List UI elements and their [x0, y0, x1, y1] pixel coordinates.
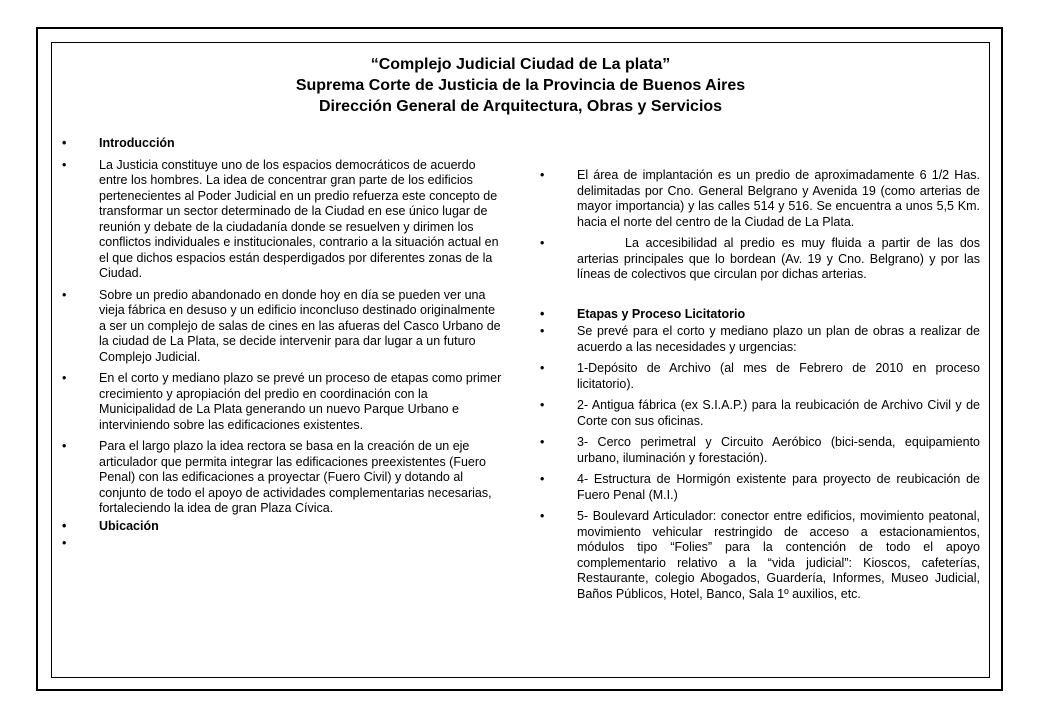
- list-item: • 2- Antigua fábrica (ex S.I.A.P.) para la reubicación de Archivo Civil y de Corte con sus oficinas.: [540, 398, 980, 429]
- list-item: • En el corto y mediano plazo se prevé un proceso de etapas como primer crecimiento y apropiación del predio en coordinación con la Municipalidad de La Plata generando un nuevo Parque Urbano e interviniendo sobre las edificaciones existentes.: [62, 371, 504, 433]
- intro-heading: • Introducción: [62, 136, 504, 152]
- title-line-2: Suprema Corte de Justicia de la Provincia de Buenos Aires: [295, 77, 746, 94]
- list-item: • Para el largo plazo la idea rectora se basa en la creación de un eje articulador que permita integrar las edificaciones preexistentes (Fuero Penal) con las edificaciones a proyectar (Fuero Civil) y dotando al conjunto de todo el apoyo de actividades complementarias necesarias, fortaleciendo la idea de gran Plaza Cívica.: [62, 439, 504, 517]
- list-item-text: La accesibilidad al predio es muy fluida a partir de las dos arterias principales que lo bordean (Av. 19 y Cno. Belgrano) y por las líneas de colectivos que circulan por dichas arterias.: [577, 236, 980, 281]
- ubicacion-heading: • Ubicación: [62, 519, 504, 535]
- list-item: • 4- Estructura de Hormigón existente para proyecto de reubicación de Fuero Penal (M.I.): [540, 472, 980, 503]
- right-column: [540, 168, 980, 602]
- title-line-3: Dirección General de Arquitectura, Obras y Servicios: [318, 98, 723, 115]
- list-item: • 3- Cerco perimetral y Circuito Aeróbico (bici-senda, equipamiento urbano, iluminación y forestación).: [540, 435, 980, 466]
- title-line-1: “Complejo Judicial Ciudad de La plata”: [370, 56, 671, 73]
- list-item: • La Justicia constituye uno de los espacios democráticos de acuerdo entre los hombres. La idea de concentrar gran parte de los edificios pertenecientes al Poder Judicial en un predio refuerza este concepto de transformar un sector determinado de la Ciudad en ese único lugar de reunión y debate de la ciudadanía donde se resuelven y dirimen los conflictos individuales e institucionales, contrario a la situación actual en el que dichos espacios están desperdigados por diferentes zonas de la Ciudad.: [62, 158, 504, 282]
- etapas-heading: • Etapas y Proceso Licitatorio: [540, 307, 980, 323]
- empty-list-item: [62, 536, 504, 551]
- list-item: • 5- Boulevard Articulador: conector entre edificios, movimiento peatonal, movimiento vehicular restringido de acceso a estacionamientos, módulos tipo “Folies” para la contención de todo el apoyo complementario relativo a la “vida judicial”: Kioscos, cafeterías, Restaurante, colegio Abogados, Guardería, Informes, Museo Judicial, Baños Públicos, Hotel, Banco, Sala 1º auxilios, etc.: [540, 509, 980, 602]
- list-item: • Se prevé para el corto y mediano plazo un plan de obras a realizar de acuerdo a las necesidades y urgencias:: [540, 324, 980, 355]
- list-item: • Sobre un predio abandonado en donde hoy en día se pueden ver una vieja fábrica en desuso y un edificio inconcluso destinado originalmente a ser un complejo de salas de cines en las afueras del Casco Urbano de la ciudad de La Plata, se decide intervenir para dar lugar a un futuro Complejo Judicial.: [62, 288, 504, 366]
- list-item: • 1-Depósito de Archivo (al mes de Febrero de 2010 en proceso licitatorio).: [540, 361, 980, 392]
- left-column: [62, 136, 504, 551]
- list-item: • El área de implantación es un predio de aproximadamente 6 1/2 Has. delimitadas por Cno. General Belgrano y Avenida 19 (como arterias de mayor importancia) y las calles 514 y 516. Se encuentra a unos 5,5 Km. hacia el norte del centro de la Ciudad de La Plata.: [540, 168, 980, 230]
- list-item: [540, 236, 980, 283]
- page-title: [51, 54, 990, 117]
